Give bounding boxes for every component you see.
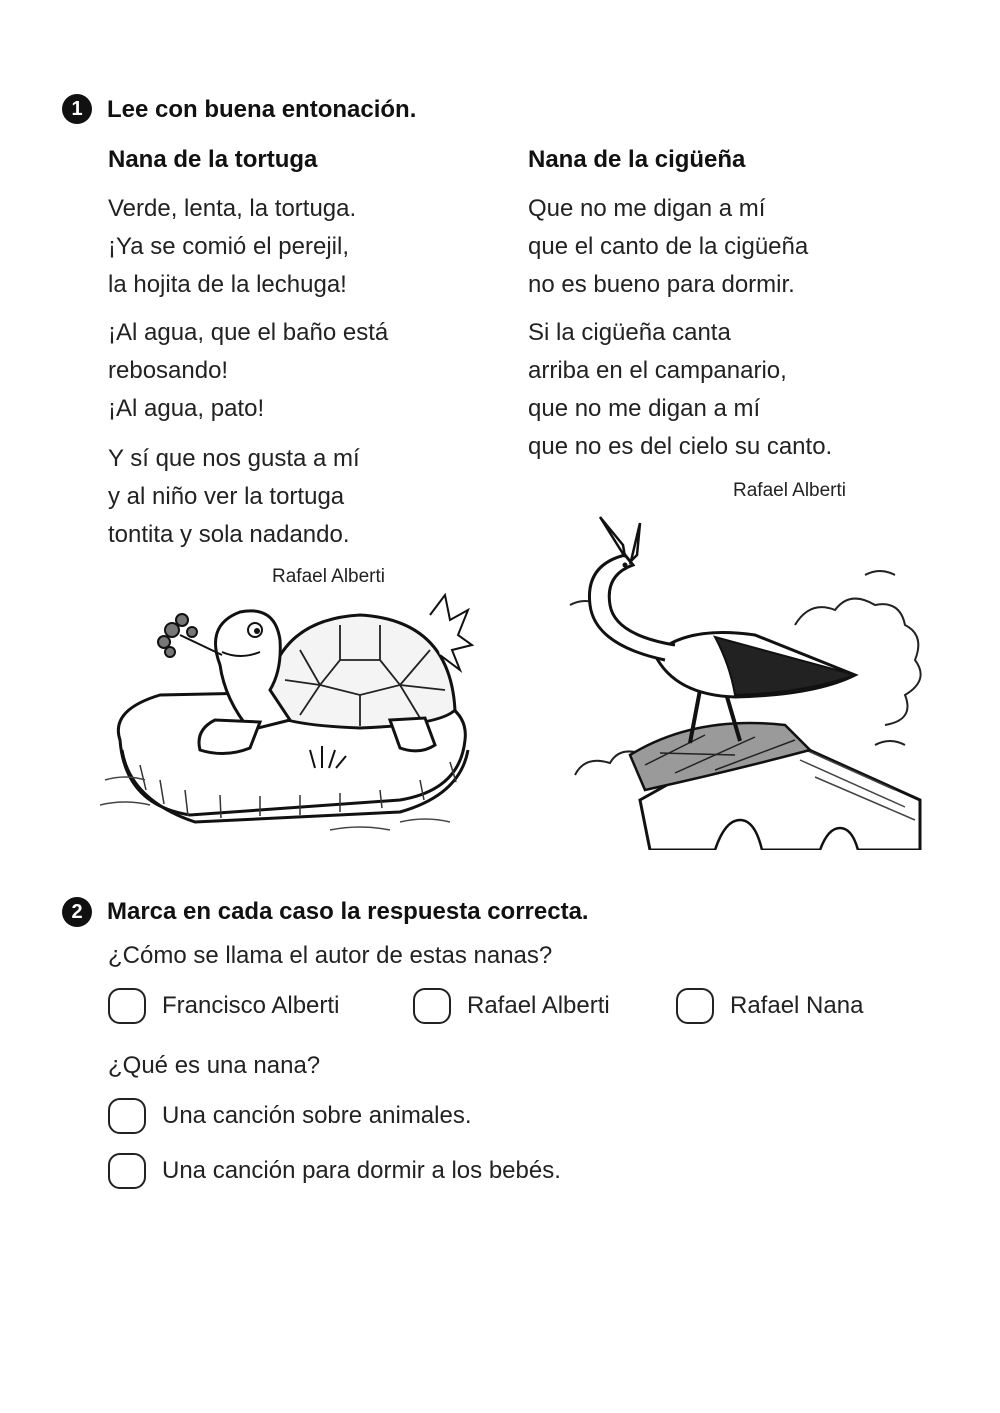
poem-line: y al niño ver la tortuga bbox=[108, 483, 345, 510]
turtle-illustration bbox=[100, 590, 480, 845]
q2-option-cancion-dormir[interactable] bbox=[108, 1153, 561, 1189]
poem-1-title: Nana de la tortuga bbox=[108, 146, 318, 173]
poem-1-stanza-2 bbox=[108, 314, 388, 428]
poem-line: Verde, lenta, la tortuga. bbox=[108, 195, 357, 222]
poem-1-author: Rafael Alberti bbox=[272, 566, 386, 587]
q2-checkbox-1[interactable] bbox=[108, 1098, 146, 1134]
q2-checkbox-2[interactable] bbox=[108, 1153, 146, 1189]
q1-checkbox-3[interactable] bbox=[676, 988, 714, 1024]
q1-checkbox-1[interactable] bbox=[108, 988, 146, 1024]
option-label: Rafael Nana bbox=[730, 992, 864, 1019]
q1-option-rafael-nana[interactable] bbox=[676, 988, 863, 1024]
exercise-1-number-badge: 1 bbox=[62, 94, 92, 124]
poem-2-stanza-2 bbox=[528, 314, 832, 466]
poem-1-stanza-3 bbox=[108, 440, 360, 554]
exercise-2-number-badge: 2 bbox=[62, 897, 92, 927]
stork-illustration bbox=[565, 515, 925, 850]
question-1-text: ¿Cómo se llama el autor de estas nanas? bbox=[108, 942, 553, 969]
poem-line: que no me digan a mí bbox=[528, 395, 761, 422]
poem-2-stanza-1 bbox=[528, 190, 808, 304]
poem-line: que el canto de la cigüeña bbox=[528, 233, 809, 260]
q1-option-francisco-alberti[interactable] bbox=[108, 988, 339, 1024]
q2-option-canciones-animales[interactable] bbox=[108, 1098, 472, 1134]
poem-1-stanza-1 bbox=[108, 190, 356, 304]
poem-line: rebosando! bbox=[108, 357, 229, 384]
poem-line: ¡Al agua, que el baño está bbox=[108, 319, 389, 346]
option-label: Una canción sobre animales. bbox=[162, 1102, 472, 1129]
poem-line: Que no me digan a mí bbox=[528, 195, 766, 222]
q1-option-rafael-alberti[interactable] bbox=[413, 988, 610, 1024]
poem-line: Si la cigüeña canta bbox=[528, 319, 731, 346]
poem-2-author: Rafael Alberti bbox=[733, 480, 847, 501]
option-label: Francisco Alberti bbox=[162, 992, 340, 1019]
poem-line: ¡Ya se comió el perejil, bbox=[108, 233, 349, 260]
poem-line: Y sí que nos gusta a mí bbox=[108, 445, 360, 472]
poem-line: ¡Al agua, pato! bbox=[108, 395, 265, 422]
exercise-2-instruction: Marca en cada caso la respuesta correcta. bbox=[107, 898, 589, 925]
poem-line: arriba en el campanario, bbox=[528, 357, 787, 384]
q1-checkbox-2[interactable] bbox=[413, 988, 451, 1024]
poem-line: tontita y sola nadando. bbox=[108, 521, 350, 548]
option-label: Rafael Alberti bbox=[467, 992, 610, 1019]
poem-line: la hojita de la lechuga! bbox=[108, 271, 347, 298]
option-label: Una canción para dormir a los bebés. bbox=[162, 1157, 561, 1184]
poem-line: no es bueno para dormir. bbox=[528, 271, 795, 298]
poem-line: que no es del cielo su canto. bbox=[528, 433, 833, 460]
poem-2-title: Nana de la cigüeña bbox=[528, 146, 746, 173]
exercise-1-instruction: Lee con buena entonación. bbox=[107, 96, 417, 123]
question-2-text: ¿Qué es una nana? bbox=[108, 1052, 321, 1079]
